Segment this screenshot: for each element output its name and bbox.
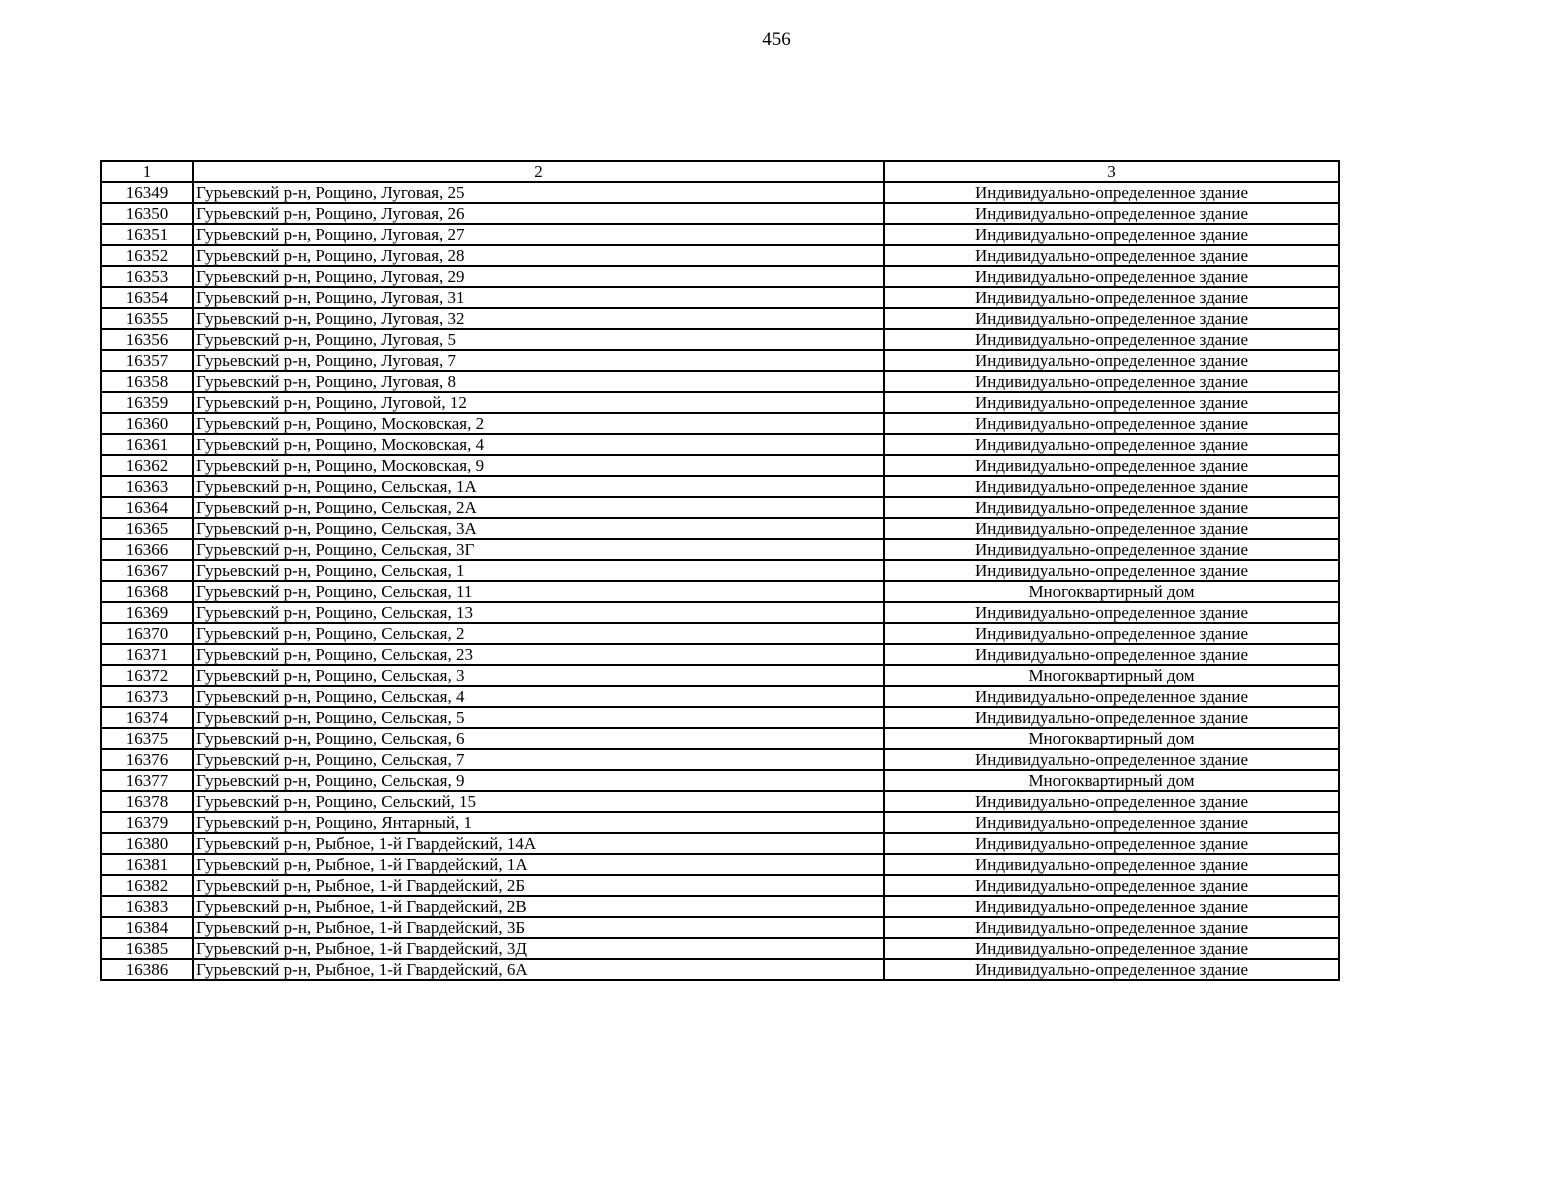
object-type-cell: Многоквартирный дом — [884, 665, 1339, 686]
row-number-cell: 16361 — [101, 434, 193, 455]
object-type-cell: Индивидуально-определенное здание — [884, 434, 1339, 455]
address-cell: Гурьевский р-н, Рощино, Сельский, 15 — [193, 791, 884, 812]
table-body — [101, 161, 1339, 980]
row-number-cell: 16367 — [101, 560, 193, 581]
object-type-cell: Индивидуально-определенное здание — [884, 371, 1339, 392]
address-cell: Гурьевский р-н, Рощино, Московская, 2 — [193, 413, 884, 434]
row-number-cell: 16355 — [101, 308, 193, 329]
table-row — [101, 455, 1339, 476]
row-number-cell: 16350 — [101, 203, 193, 224]
object-type-cell: Индивидуально-определенное здание — [884, 518, 1339, 539]
table-row — [101, 917, 1339, 938]
address-cell: Гурьевский р-н, Рощино, Сельская, 4 — [193, 686, 884, 707]
row-number-cell: 16365 — [101, 518, 193, 539]
table-row — [101, 560, 1339, 581]
address-cell: Гурьевский р-н, Рощино, Луговая, 8 — [193, 371, 884, 392]
row-number-cell: 16371 — [101, 644, 193, 665]
address-cell: Гурьевский р-н, Рощино, Сельская, 1 — [193, 560, 884, 581]
address-cell: Гурьевский р-н, Рощино, Луговая, 29 — [193, 266, 884, 287]
address-cell: Гурьевский р-н, Рыбное, 1-й Гвардейский, 6А — [193, 959, 884, 980]
row-number-cell: 16376 — [101, 749, 193, 770]
address-cell: Гурьевский р-н, Рощино, Луговой, 12 — [193, 392, 884, 413]
table-row — [101, 665, 1339, 686]
table-row — [101, 518, 1339, 539]
table-row — [101, 245, 1339, 266]
address-cell: Гурьевский р-н, Рыбное, 1-й Гвардейский, 14А — [193, 833, 884, 854]
table-row — [101, 707, 1339, 728]
address-cell: Гурьевский р-н, Рощино, Луговая, 26 — [193, 203, 884, 224]
table-row — [101, 875, 1339, 896]
row-number-cell: 16368 — [101, 581, 193, 602]
row-number-cell: 16385 — [101, 938, 193, 959]
table-header-row — [101, 161, 1339, 182]
table-row — [101, 182, 1339, 203]
row-number-cell: 16349 — [101, 182, 193, 203]
row-number-cell: 16352 — [101, 245, 193, 266]
row-number-cell: 16378 — [101, 791, 193, 812]
row-number-cell: 16351 — [101, 224, 193, 245]
object-type-cell: Индивидуально-определенное здание — [884, 497, 1339, 518]
table-row — [101, 371, 1339, 392]
object-type-cell: Индивидуально-определенное здание — [884, 812, 1339, 833]
address-cell: Гурьевский р-н, Рощино, Сельская, 3А — [193, 518, 884, 539]
address-cell: Гурьевский р-н, Рощино, Сельская, 2А — [193, 497, 884, 518]
table-row — [101, 224, 1339, 245]
address-cell: Гурьевский р-н, Рыбное, 1-й Гвардейский, 2В — [193, 896, 884, 917]
address-cell: Гурьевский р-н, Рощино, Луговая, 31 — [193, 287, 884, 308]
table-row — [101, 497, 1339, 518]
object-type-cell: Индивидуально-определенное здание — [884, 266, 1339, 287]
page-number: 456 — [762, 29, 791, 50]
row-number-cell: 16383 — [101, 896, 193, 917]
table-row — [101, 623, 1339, 644]
object-type-cell: Индивидуально-определенное здание — [884, 875, 1339, 896]
object-type-cell: Многоквартирный дом — [884, 728, 1339, 749]
row-number-cell: 16360 — [101, 413, 193, 434]
row-number-cell: 16374 — [101, 707, 193, 728]
column-header-3: 3 — [884, 161, 1339, 182]
row-number-cell: 16377 — [101, 770, 193, 791]
row-number-cell: 16373 — [101, 686, 193, 707]
object-type-cell: Индивидуально-определенное здание — [884, 287, 1339, 308]
object-type-cell: Индивидуально-определенное здание — [884, 476, 1339, 497]
table-row — [101, 938, 1339, 959]
table-row — [101, 329, 1339, 350]
address-cell: Гурьевский р-н, Рыбное, 1-й Гвардейский, 3Д — [193, 938, 884, 959]
object-type-cell: Индивидуально-определенное здание — [884, 749, 1339, 770]
object-type-cell: Индивидуально-определенное здание — [884, 917, 1339, 938]
row-number-cell: 16353 — [101, 266, 193, 287]
address-cell: Гурьевский р-н, Рощино, Сельская, 13 — [193, 602, 884, 623]
table-row — [101, 539, 1339, 560]
object-type-cell: Индивидуально-определенное здание — [884, 455, 1339, 476]
object-type-cell: Индивидуально-определенное здание — [884, 224, 1339, 245]
object-type-cell: Индивидуально-определенное здание — [884, 245, 1339, 266]
object-type-cell: Индивидуально-определенное здание — [884, 413, 1339, 434]
table-row — [101, 812, 1339, 833]
row-number-cell: 16358 — [101, 371, 193, 392]
table-row — [101, 854, 1339, 875]
row-number-cell: 16384 — [101, 917, 193, 938]
object-type-cell: Индивидуально-определенное здание — [884, 203, 1339, 224]
address-cell: Гурьевский р-н, Рощино, Луговая, 28 — [193, 245, 884, 266]
property-registry-table — [100, 160, 1340, 981]
table-row — [101, 770, 1339, 791]
object-type-cell: Многоквартирный дом — [884, 770, 1339, 791]
table-row — [101, 413, 1339, 434]
row-number-cell: 16381 — [101, 854, 193, 875]
address-cell: Гурьевский р-н, Рощино, Луговая, 27 — [193, 224, 884, 245]
address-cell: Гурьевский р-н, Рыбное, 1-й Гвардейский, 3Б — [193, 917, 884, 938]
table-row — [101, 581, 1339, 602]
address-cell: Гурьевский р-н, Рощино, Сельская, 11 — [193, 581, 884, 602]
address-cell: Гурьевский р-н, Рощино, Луговая, 32 — [193, 308, 884, 329]
object-type-cell: Индивидуально-определенное здание — [884, 959, 1339, 980]
table-row — [101, 287, 1339, 308]
object-type-cell: Индивидуально-определенное здание — [884, 707, 1339, 728]
row-number-cell: 16372 — [101, 665, 193, 686]
object-type-cell: Индивидуально-определенное здание — [884, 182, 1339, 203]
table-row — [101, 203, 1339, 224]
table-row — [101, 308, 1339, 329]
row-number-cell: 16363 — [101, 476, 193, 497]
address-cell: Гурьевский р-н, Рощино, Сельская, 1А — [193, 476, 884, 497]
address-cell: Гурьевский р-н, Рощино, Сельская, 7 — [193, 749, 884, 770]
object-type-cell: Индивидуально-определенное здание — [884, 938, 1339, 959]
address-cell: Гурьевский р-н, Рощино, Янтарный, 1 — [193, 812, 884, 833]
object-type-cell: Индивидуально-определенное здание — [884, 854, 1339, 875]
address-cell: Гурьевский р-н, Рощино, Луговая, 5 — [193, 329, 884, 350]
table-row — [101, 644, 1339, 665]
column-header-2: 2 — [193, 161, 884, 182]
row-number-cell: 16354 — [101, 287, 193, 308]
row-number-cell: 16362 — [101, 455, 193, 476]
address-cell: Гурьевский р-н, Рощино, Московская, 4 — [193, 434, 884, 455]
table-row — [101, 728, 1339, 749]
object-type-cell: Индивидуально-определенное здание — [884, 623, 1339, 644]
row-number-cell: 16386 — [101, 959, 193, 980]
row-number-cell: 16382 — [101, 875, 193, 896]
address-cell: Гурьевский р-н, Рыбное, 1-й Гвардейский, 2Б — [193, 875, 884, 896]
row-number-cell: 16370 — [101, 623, 193, 644]
table-row — [101, 749, 1339, 770]
row-number-cell: 16364 — [101, 497, 193, 518]
table-row — [101, 266, 1339, 287]
object-type-cell: Индивидуально-определенное здание — [884, 539, 1339, 560]
table-row — [101, 476, 1339, 497]
row-number-cell: 16357 — [101, 350, 193, 371]
address-cell: Гурьевский р-н, Рыбное, 1-й Гвардейский, 1А — [193, 854, 884, 875]
address-cell: Гурьевский р-н, Рощино, Сельская, 2 — [193, 623, 884, 644]
object-type-cell: Индивидуально-определенное здание — [884, 308, 1339, 329]
row-number-cell: 16380 — [101, 833, 193, 854]
table-row — [101, 434, 1339, 455]
object-type-cell: Индивидуально-определенное здание — [884, 833, 1339, 854]
table-row — [101, 602, 1339, 623]
table-row — [101, 392, 1339, 413]
address-cell: Гурьевский р-н, Рощино, Луговая, 7 — [193, 350, 884, 371]
row-number-cell: 16359 — [101, 392, 193, 413]
address-cell: Гурьевский р-н, Рощино, Сельская, 9 — [193, 770, 884, 791]
table-row — [101, 896, 1339, 917]
table-row — [101, 686, 1339, 707]
object-type-cell: Индивидуально-определенное здание — [884, 392, 1339, 413]
object-type-cell: Индивидуально-определенное здание — [884, 329, 1339, 350]
object-type-cell: Индивидуально-определенное здание — [884, 602, 1339, 623]
row-number-cell: 16366 — [101, 539, 193, 560]
object-type-cell: Многоквартирный дом — [884, 581, 1339, 602]
table-row — [101, 959, 1339, 980]
column-header-1: 1 — [101, 161, 193, 182]
object-type-cell: Индивидуально-определенное здание — [884, 560, 1339, 581]
address-cell: Гурьевский р-н, Рощино, Московская, 9 — [193, 455, 884, 476]
object-type-cell: Индивидуально-определенное здание — [884, 350, 1339, 371]
address-cell: Гурьевский р-н, Рощино, Сельская, 3 — [193, 665, 884, 686]
object-type-cell: Индивидуально-определенное здание — [884, 644, 1339, 665]
table-row — [101, 833, 1339, 854]
object-type-cell: Индивидуально-определенное здание — [884, 686, 1339, 707]
address-cell: Гурьевский р-н, Рощино, Сельская, 3Г — [193, 539, 884, 560]
table-row — [101, 791, 1339, 812]
row-number-cell: 16369 — [101, 602, 193, 623]
address-cell: Гурьевский р-н, Рощино, Сельская, 5 — [193, 707, 884, 728]
row-number-cell: 16379 — [101, 812, 193, 833]
address-cell: Гурьевский р-н, Рощино, Сельская, 23 — [193, 644, 884, 665]
row-number-cell: 16375 — [101, 728, 193, 749]
address-cell: Гурьевский р-н, Рощино, Сельская, 6 — [193, 728, 884, 749]
table-row — [101, 350, 1339, 371]
object-type-cell: Индивидуально-определенное здание — [884, 791, 1339, 812]
row-number-cell: 16356 — [101, 329, 193, 350]
object-type-cell: Индивидуально-определенное здание — [884, 896, 1339, 917]
address-cell: Гурьевский р-н, Рощино, Луговая, 25 — [193, 182, 884, 203]
